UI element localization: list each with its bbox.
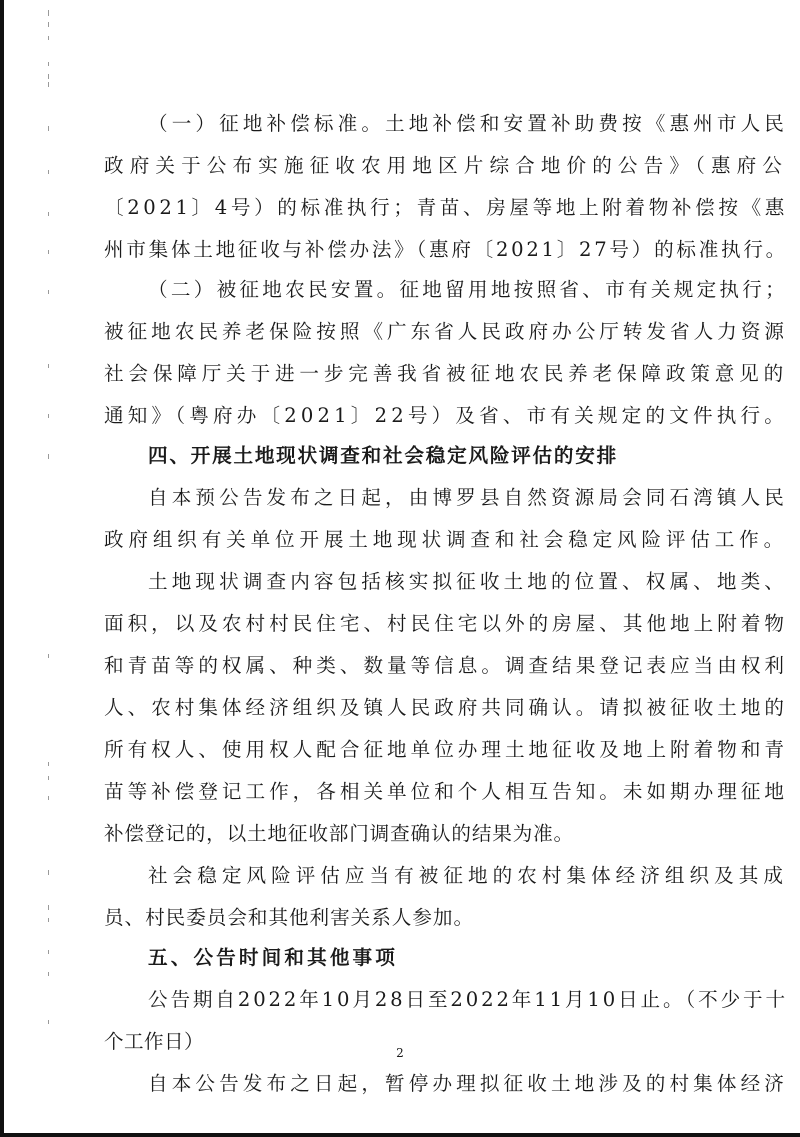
- doc-line: 政府组织有关单位开展土地现状调查和社会稳定风险评估工作。: [104, 528, 788, 551]
- doc-line: （一）征地补偿标准。土地补偿和安置补助费按《惠州市人民: [148, 112, 788, 135]
- doc-line: 员、村民委员会和其他利害关系人参加。: [104, 906, 474, 929]
- doc-line: 公告期自2022年10月28日至2022年11月10日止。（不少于十: [148, 988, 788, 1011]
- doc-line: （二）被征地农民安置。征地留用地按照省、市有关规定执行；: [148, 278, 788, 301]
- doc-line: 政府关于公布实施征收农用地区片综合地价的公告》（惠府公: [104, 154, 788, 177]
- scan-bottom-edge: [0, 1133, 800, 1137]
- section-heading-5: 五、公告时间和其他事项: [148, 946, 398, 969]
- doc-line: 补偿登记的，以土地征收部门调查确认的结果为准。: [104, 822, 574, 845]
- doc-line: 人、农村集体经济组织及镇人民政府共同确认。请拟被征收土地的: [104, 696, 788, 719]
- doc-line: 被征地农民养老保险按照《广东省人民政府办公厅转发省人力资源: [104, 320, 788, 343]
- doc-line: 和青苗等的权属、种类、数量等信息。调查结果登记表应当由权利: [104, 654, 788, 677]
- doc-line: 自本公告发布之日起，暂停办理拟征收土地涉及的村集体经济: [148, 1072, 788, 1095]
- binding-marks: [48, 0, 50, 1137]
- section-heading-4: 四、开展土地现状调查和社会稳定风险评估的安排: [148, 444, 618, 467]
- doc-line: 所有权人、使用权人配合征地单位办理土地征收及地上附着物和青: [104, 738, 788, 761]
- doc-line: 州市集体土地征收与补偿办法》（惠府〔2021〕27号）的标准执行。: [104, 238, 788, 261]
- doc-line: 苗等补偿登记工作，各相关单位和个人相互告知。未如期办理征地: [104, 780, 788, 803]
- doc-line: 〔2021〕4号）的标准执行；青苗、房屋等地上附着物补偿按《惠: [104, 196, 788, 219]
- page-number: 2: [396, 1046, 404, 1060]
- doc-line: 自本预公告发布之日起，由博罗县自然资源局会同石湾镇人民: [148, 486, 788, 509]
- doc-line: 土地现状调查内容包括核实拟征收土地的位置、权属、地类、: [148, 570, 788, 593]
- doc-line: 个工作日）: [104, 1030, 204, 1053]
- doc-line: 面积，以及农村村民住宅、村民住宅以外的房屋、其他地上附着物: [104, 612, 788, 635]
- scan-left-edge: [0, 0, 4, 1137]
- doc-line: 社会稳定风险评估应当有被征地的农村集体经济组织及其成: [148, 864, 788, 887]
- doc-line: 社会保障厅关于进一步完善我省被征地农民养老保障政策意见的: [104, 362, 788, 385]
- doc-line: 通知》（粤府办〔2021〕22号）及省、市有关规定的文件执行。: [104, 404, 788, 427]
